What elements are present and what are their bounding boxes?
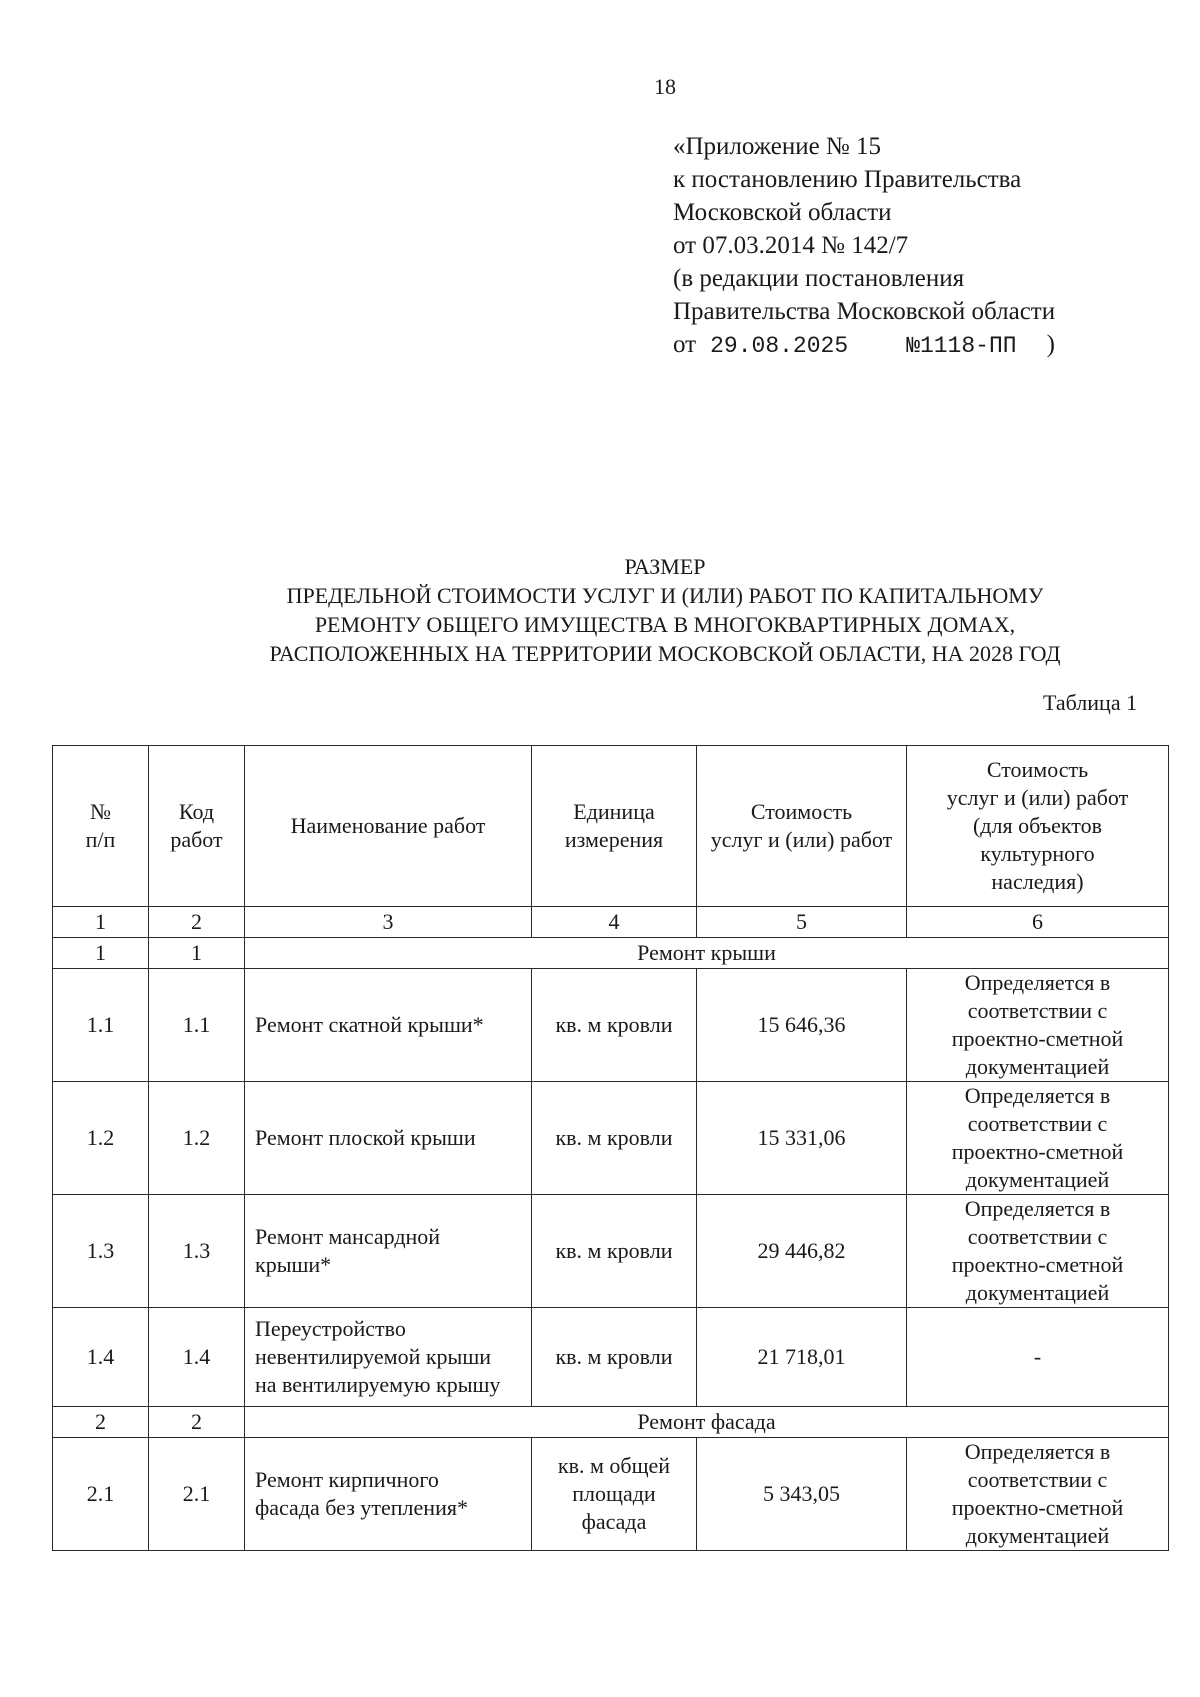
section-code: 2 — [149, 1407, 245, 1438]
column-number: 3 — [245, 907, 532, 938]
row-code: 1.2 — [149, 1082, 245, 1195]
column-number: 4 — [532, 907, 697, 938]
amendment-number: №1118-ПП — [906, 333, 1017, 359]
column-number: 6 — [907, 907, 1169, 938]
page-number: 18 — [654, 74, 676, 99]
section-number: 2 — [53, 1407, 149, 1438]
row-code: 2.1 — [149, 1438, 245, 1551]
section-title: Ремонт крыши — [245, 938, 1169, 969]
section-row — [53, 938, 1169, 969]
column-number: 5 — [697, 907, 907, 938]
table-row — [53, 1308, 1169, 1407]
heading-line: ПРЕДЕЛЬНОЙ СТОИМОСТИ УСЛУГ И (ИЛИ) РАБОТ ПО КАПИТАЛЬНОМУ — [286, 583, 1044, 608]
appendix-reference — [673, 130, 1055, 363]
header-cell: № п/п — [53, 746, 149, 907]
table-row — [53, 1082, 1169, 1195]
table-body — [53, 938, 1169, 1551]
table-row — [53, 969, 1169, 1082]
amendment-date: 29.08.2025 — [710, 333, 849, 359]
unit: кв. м кровли — [532, 1308, 697, 1407]
unit: кв. м кровли — [532, 969, 697, 1082]
unit: кв. м кровли — [532, 1195, 697, 1308]
row-number: 1.3 — [53, 1195, 149, 1308]
appendix-line: к постановлению Правительства — [673, 166, 1022, 193]
appendix-line: (в редакции постановления — [673, 265, 965, 292]
section-number: 1 — [53, 938, 149, 969]
work-name: Переустройство невентилируемой крыши на вентилируемую крышу — [245, 1308, 532, 1407]
heritage-cost: Определяется в соответствии с проектно-сметной документацией — [907, 1195, 1169, 1308]
row-number: 1.2 — [53, 1082, 149, 1195]
row-number: 2.1 — [53, 1438, 149, 1551]
heritage-cost: Определяется в соответствии с проектно-сметной документацией — [907, 969, 1169, 1082]
heading-line: РАЗМЕР — [624, 554, 706, 579]
ot-label: от — [673, 331, 697, 358]
appendix-line: «Приложение № 15 — [673, 133, 882, 160]
appendix-line: Правительства Московской области — [673, 298, 1056, 325]
appendix-line: от 07.03.2014 № 142/7 — [673, 232, 909, 259]
work-name: Ремонт плоской крыши — [245, 1082, 532, 1195]
row-number: 1.1 — [53, 969, 149, 1082]
appendix-line: Московской области — [673, 199, 892, 226]
header-cell: Код работ — [149, 746, 245, 907]
cost: 21 718,01 — [697, 1308, 907, 1407]
column-number: 2 — [149, 907, 245, 938]
row-code: 1.4 — [149, 1308, 245, 1407]
heading-line: РЕМОНТУ ОБЩЕГО ИМУЩЕСТВА В МНОГОКВАРТИРНЫХ ДОМАХ, — [314, 612, 1016, 637]
table-header-row — [53, 746, 1169, 907]
cost: 15 646,36 — [697, 969, 907, 1082]
header-cell: Стоимость услуг и (или) работ (для объектов культурного наследия) — [907, 746, 1169, 907]
cost-table — [52, 745, 1169, 1551]
work-name: Ремонт кирпичного фасада без утепления* — [245, 1438, 532, 1551]
header-cell: Стоимость услуг и (или) работ — [697, 746, 907, 907]
column-number-row — [53, 907, 1169, 938]
work-name: Ремонт скатной крыши* — [245, 969, 532, 1082]
section-title: Ремонт фасада — [245, 1407, 1169, 1438]
cost: 5 343,05 — [697, 1438, 907, 1551]
unit: кв. м общей площади фасада — [532, 1438, 697, 1551]
amendment-date-line — [673, 328, 1055, 363]
column-number: 1 — [53, 907, 149, 938]
cost: 29 446,82 — [697, 1195, 907, 1308]
heritage-cost: Определяется в соответствии с проектно-сметной документацией — [907, 1082, 1169, 1195]
table-row — [53, 1438, 1169, 1551]
section-code: 1 — [149, 938, 245, 969]
section-row — [53, 1407, 1169, 1438]
unit: кв. м кровли — [532, 1082, 697, 1195]
work-name: Ремонт мансардной крыши* — [245, 1195, 532, 1308]
row-code: 1.3 — [149, 1195, 245, 1308]
closing-parenthesis: ) — [1046, 331, 1055, 358]
row-code: 1.1 — [149, 969, 245, 1082]
heading-line: РАСПОЛОЖЕННЫХ НА ТЕРРИТОРИИ МОСКОВСКОЙ ОБЛАСТИ, НА 2028 ГОД — [269, 641, 1061, 666]
heritage-cost: Определяется в соответствии с проектно-сметной документацией — [907, 1438, 1169, 1551]
header-cell: Наименование работ — [245, 746, 532, 907]
row-number: 1.4 — [53, 1308, 149, 1407]
document-heading — [200, 552, 1130, 668]
header-cell: Единица измерения — [532, 746, 697, 907]
table-label: Таблица 1 — [1043, 690, 1138, 715]
heritage-cost: - — [907, 1308, 1169, 1407]
cost: 15 331,06 — [697, 1082, 907, 1195]
table-row — [53, 1195, 1169, 1308]
